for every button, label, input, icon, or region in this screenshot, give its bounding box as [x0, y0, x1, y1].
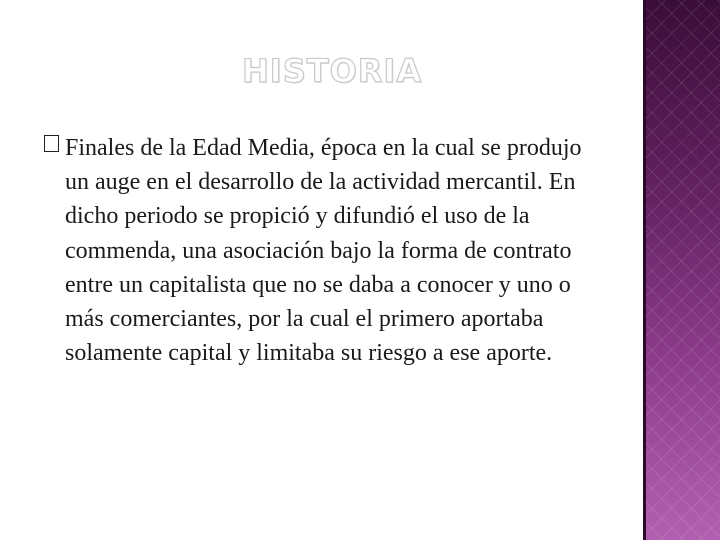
bullet-item: [44, 131, 604, 370]
side-band-edge: [643, 0, 646, 540]
slide-title: HISTORIA: [242, 52, 423, 90]
bullet-box-icon: [44, 135, 59, 152]
decorative-side-band: [643, 0, 720, 540]
bullet-text: Finales de la Edad Media, época en la cual se produjo un auge en el desarrollo de la actividad mercantil. En dicho periodo se propició y difundió el uso de la commenda, una asociación bajo la forma de contrato entre un capitalista que no se daba a conocer y uno o más comerciantes, por la cual el primero aportaba solamente capital y limitaba su riesgo a ese aporte.: [65, 135, 582, 367]
